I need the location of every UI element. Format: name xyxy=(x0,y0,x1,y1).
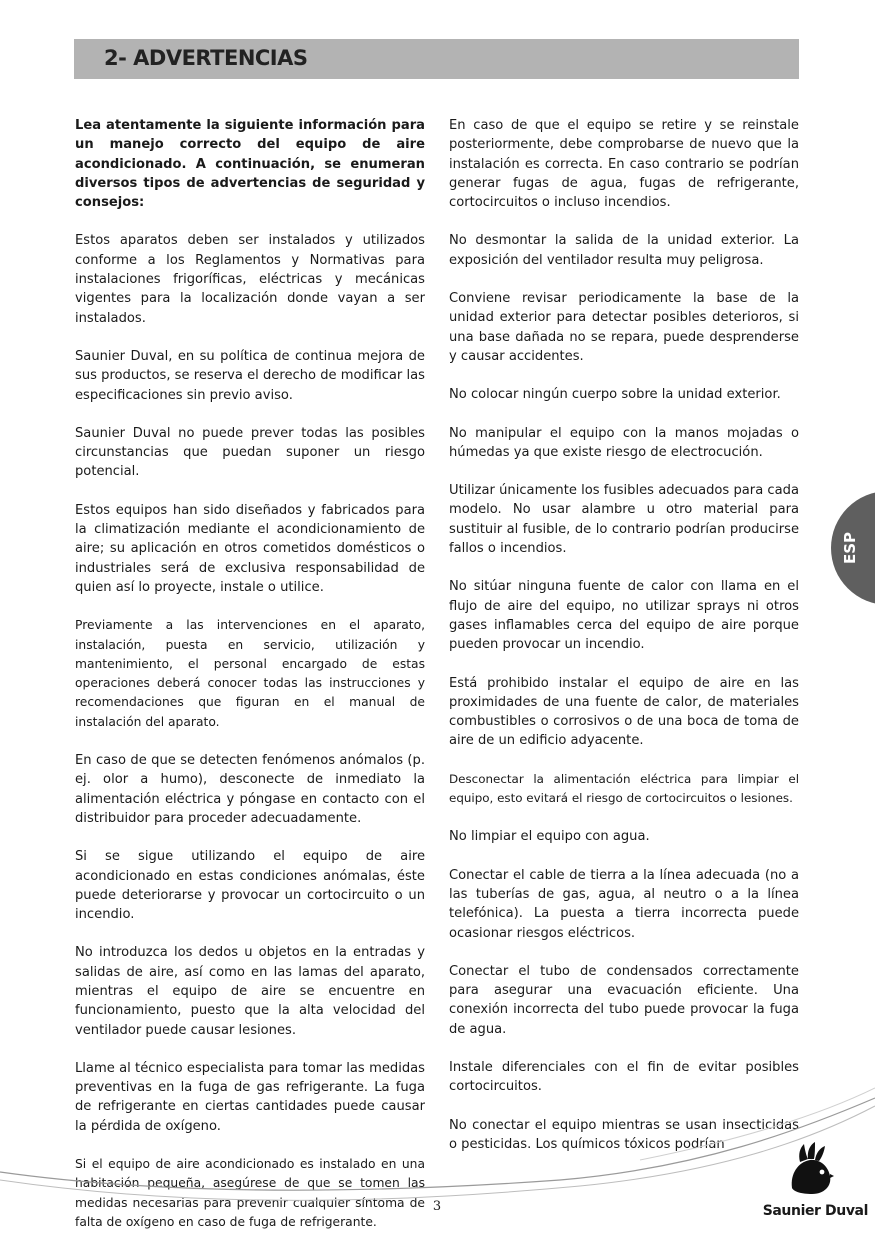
warning-paragraph: Estos equipos han sido diseñados y fabricados para la climatización mediante el acondicionamiento de aire; su aplicación en otros cometidos domésticos o industriales será de exclusiva responsabilidad de quien así lo proyecte, instale o utilice. xyxy=(75,502,425,595)
warning-paragraph: Desconectar la alimentación eléctrica para limpiar el equipo, esto evitará el riesgo de cortocircuitos o lesiones. xyxy=(449,771,799,806)
warning-paragraph: Utilizar únicamente los fusibles adecuados para cada modelo. No usar alambre u otro material para sustituir al fusible, de lo contrario podrían producirse fallos o incendios. xyxy=(449,483,799,557)
warning-paragraph: Previamente a las intervenciones en el aparato, instalación, puesta en servicio, utilización y mantenimiento, el personal encargado de estas operaciones deberá conocer todas las instrucciones y recomendaciones que figuran en el manual de instalación del aparato. xyxy=(75,618,425,729)
page-number: 3 xyxy=(432,1199,442,1214)
warning-paragraph: Saunier Duval, en su política de continua mejora de sus productos, se reserva el derecho de modificar las especificaciones sin previo aviso. xyxy=(75,348,425,403)
warning-paragraph: Si se sigue utilizando el equipo de aire acondicionado en estas condiciones anómalas, éste puede deteriorarse y provocar un cortocircuito o un incendio. xyxy=(75,849,425,923)
warning-paragraph: Estos aparatos deben ser instalados y utilizados conforme a los Reglamentos y Normativas para instalaciones frigoríficas, eléctricas y mecánicas vigentes para la localización donde vayan a ser instalados. xyxy=(75,233,425,326)
warning-paragraph: No colocar ningún cuerpo sobre la unidad exterior. xyxy=(449,387,781,403)
warning-paragraph: Llame al técnico especialista para tomar las medidas preventivas en la fuga de gas refrigerante. La fuga de refrigerante en ciertas cantidades puede causar la pérdida de oxígeno. xyxy=(75,1060,425,1134)
warning-paragraph: Conviene revisar periodicamente la base de la unidad exterior para detectar posibles deterioros, si una base dañada no se repara, puede desprenderse y causar accidentes. xyxy=(449,291,799,364)
intro-paragraph: Lea atentamente la siguiente información para un manejo correcto del equipo de aire acondicionado. A continuación, se enumeran diversos tipos de advertencias de seguridad y consejos: xyxy=(75,118,425,211)
warning-paragraph: No conectar el equipo mientras se usan insecticidas o pesticidas. Los químicos tóxicos podrían xyxy=(449,1117,799,1152)
warning-paragraph: Si el equipo de aire acondicionado es instalado en una habitación pequeña, asegúrese de que se tomen las medidas necesarias para prevenir cualquier síntoma de falta de oxígeno en caso de fuga de refrigerante. xyxy=(75,1157,425,1229)
language-tab-label: ESP xyxy=(841,531,859,565)
saunier-duval-bird-logo-icon xyxy=(786,1140,834,1196)
warning-paragraph: En caso de que el equipo se retire y se reinstale posteriormente, debe comprobarse de nuevo que la instalación es correcta. En caso contrario se podrían generar fugas de agua, fugas de refrigerante, cortocircuitos o incluso incendios. xyxy=(449,118,799,211)
warning-paragraph: Está prohibido instalar el equipo de aire en las proximidades de una fuente de calor, de materiales combustibles o corrosivos o de una boca de toma de aire de un edificio adyacente. xyxy=(449,675,799,749)
warning-paragraph: No limpiar el equipo con agua. xyxy=(449,829,650,845)
warning-paragraph: Saunier Duval no puede prever todas las posibles circunstancias que puedan suponer un riesgo potencial. xyxy=(75,425,425,480)
warning-paragraph: No introduzca los dedos u objetos en la entradas y salidas de aire, así como en las lamas del aparato, mientras el equipo de aire se encuentre en funcionamiento, puesto que la alta velocidad del ventilador puede causar lesiones. xyxy=(75,945,425,1038)
warning-paragraph: No manipular el equipo con la manos mojadas o húmedas ya que existe riesgo de electrocución. xyxy=(449,425,799,460)
warning-paragraph: No desmontar la salida de la unidad exterior. La exposición del ventilador resulta muy peligrosa. xyxy=(449,233,799,268)
warning-paragraph: Conectar el tubo de condensados correctamente para asegurar una evacuación eficiente. Una conexión incorrecta del tubo puede provocar la fuga de agua. xyxy=(449,963,799,1037)
section-title: 2- ADVERTENCIAS xyxy=(104,46,308,70)
warning-paragraph: Instale diferenciales con el fin de evitar posibles cortocircuitos. xyxy=(449,1059,799,1095)
brand-name: Saunier Duval xyxy=(762,1203,868,1219)
warning-paragraph: En caso de que se detecten fenómenos anómalos (p. ej. olor a humo), desconecte de inmediato la alimentación eléctrica y póngase en contacto con el distribuidor para proceder adecuadamente. xyxy=(75,753,425,826)
warning-paragraph: No sitúar ninguna fuente de calor con llama en el flujo de aire del equipo, no utilizar sprays ni otros gases inflamables cerca del equipo de aire porque pueden provocar un incendio. xyxy=(449,579,799,653)
warning-paragraph: Conectar el cable de tierra a la línea adecuada (no a las tuberías de gas, agua, al neutro o a la línea telefónica). La puesta a tierra incorrecta puede ocasionar riesgos eléctricos. xyxy=(449,867,799,941)
